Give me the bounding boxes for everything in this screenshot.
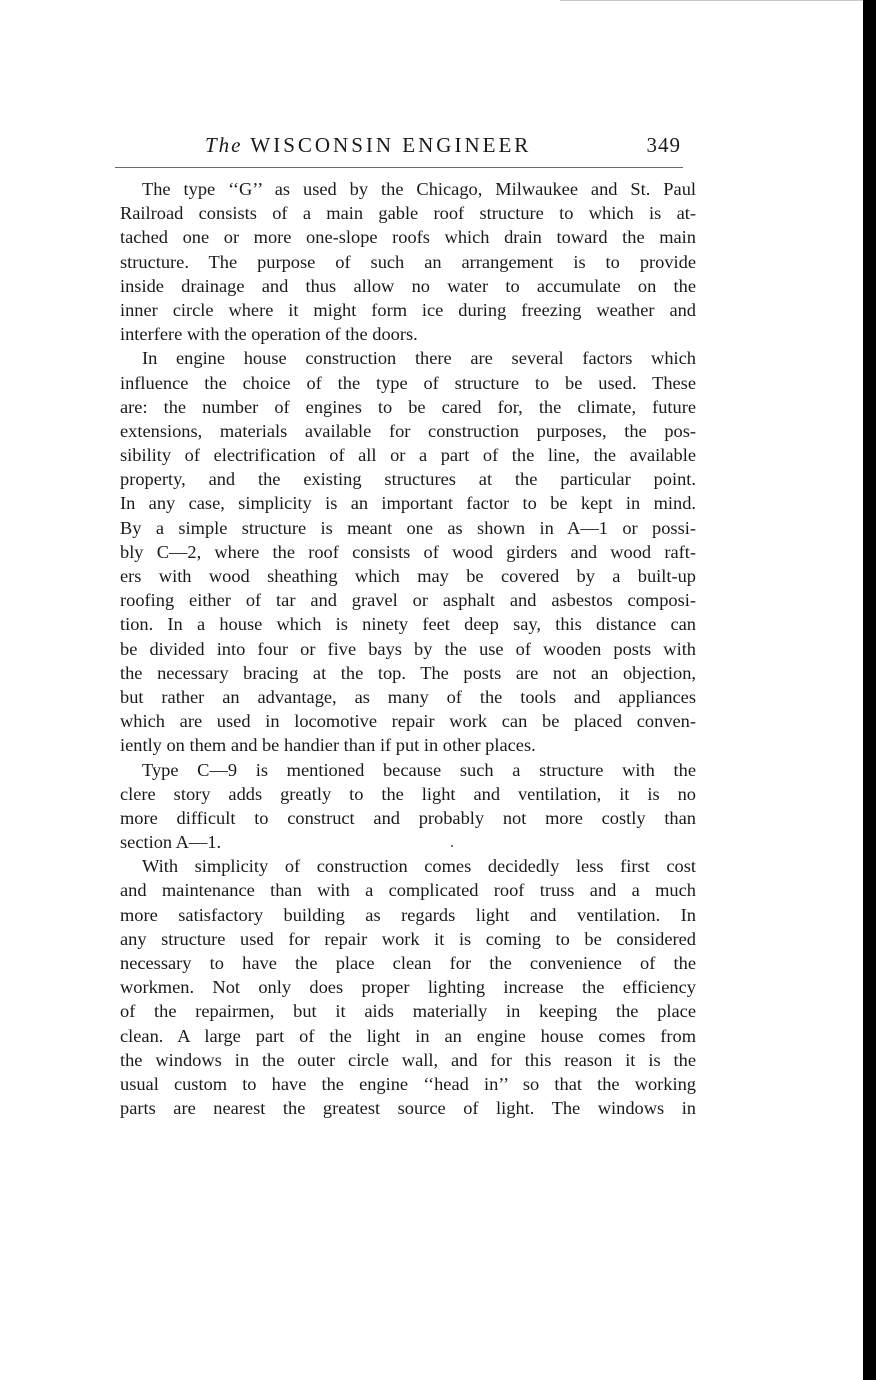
text-line: parts are nearest the greatest source of light. The windows in	[120, 1098, 696, 1119]
text-line: property, and the existing structures at the particular point.	[120, 469, 696, 490]
text-line: necessary to have the place clean for the convenience of the	[120, 953, 696, 973]
text-line: are: the number of engines to be cared for, the climate, future	[120, 396, 696, 417]
text-line: With simplicity of construction comes decidedly less first cost	[142, 856, 696, 877]
journal-title	[205, 133, 531, 158]
header-rule	[115, 167, 683, 168]
article-body	[120, 177, 696, 1120]
text-line: the necessary bracing at the top. The posts are not an objection,	[120, 662, 696, 683]
text-line: interfere with the operation of the doors.	[120, 324, 418, 345]
text-line: Railroad consists of a main gable roof structure to which is at-	[120, 203, 696, 224]
text-line: and maintenance than with a complicated roof truss and a much	[120, 880, 696, 901]
text-line: which are used in locomotive repair work can be placed conven-	[120, 711, 696, 732]
text-line: workmen. Not only does proper lighting increase the efficiency	[120, 977, 696, 998]
text-line: inner circle where it might form ice during freezing weather and	[120, 299, 696, 320]
text-line: any structure used for repair work it is coming to be considered	[120, 928, 696, 949]
text-line: In any case, simplicity is an important factor to be kept in mind.	[120, 493, 696, 514]
text-line: influence the choice of the type of structure to be used. These	[120, 372, 696, 393]
journal-title-name: WISCONSIN ENGINEER	[250, 133, 532, 157]
text-line: clere story adds greatly to the light and ventilation, it is no	[120, 783, 696, 804]
paragraph	[120, 346, 696, 757]
text-line: Type C—9 is mentioned because such a structure with the	[142, 759, 696, 780]
text-line: sibility of electrification of all or a part of the line, the available	[120, 445, 696, 466]
paragraph	[120, 758, 696, 855]
text-line: extensions, materials available for construction purposes, the pos-	[120, 420, 696, 441]
print-speck	[451, 845, 453, 847]
text-line: be divided into four or five bays by the use of wooden posts with	[120, 638, 696, 659]
text-line: section A—1.	[120, 832, 222, 853]
text-line: but rather an advantage, as many of the tools and appliances	[120, 686, 696, 707]
text-line: usual custom to have the engine ‘‘head in’’ so that the working	[120, 1073, 696, 1094]
text-line: The type ‘‘G’’ as used by the Chicago, Milwaukee and St. Paul	[142, 179, 696, 199]
scan-edge-line	[560, 0, 863, 1]
text-line: In engine house construction there are several factors which	[142, 348, 696, 369]
paragraph	[120, 177, 696, 346]
paragraph	[120, 854, 696, 1120]
text-line: ers with wood sheathing which may be covered by a built-up	[120, 566, 696, 586]
text-line: By a simple structure is meant one as shown in A—1 or possi-	[120, 517, 696, 538]
text-line: more difficult to construct and probably not more costly than	[120, 807, 696, 828]
text-line: inside drainage and thus allow no water to accumulate on the	[120, 275, 696, 296]
text-line: clean. A large part of the light in an engine house comes from	[120, 1025, 696, 1046]
text-line: roofing either of tar and gravel or asphalt and asbestos composi-	[120, 590, 696, 611]
scan-border	[863, 0, 876, 1380]
text-line: structure. The purpose of such an arrangement is to provide	[120, 251, 696, 272]
journal-title-article: The	[205, 133, 243, 157]
running-header	[115, 133, 683, 163]
text-line: iently on them and be handier than if put in other places.	[120, 735, 536, 756]
text-line: the windows in the outer circle wall, and for this reason it is the	[120, 1049, 696, 1070]
page-number: 349	[646, 133, 681, 157]
text-line: of the repairmen, but it aids materially in keeping the place	[120, 1001, 696, 1022]
text-line: bly C—2, where the roof consists of wood girders and wood raft-	[120, 541, 696, 562]
text-line: tion. In a house which is ninety feet deep say, this distance can	[120, 614, 696, 635]
text-line: tached one or more one-slope roofs which drain toward the main	[120, 227, 696, 248]
text-line: more satisfactory building as regards light and ventilation. In	[120, 904, 696, 925]
